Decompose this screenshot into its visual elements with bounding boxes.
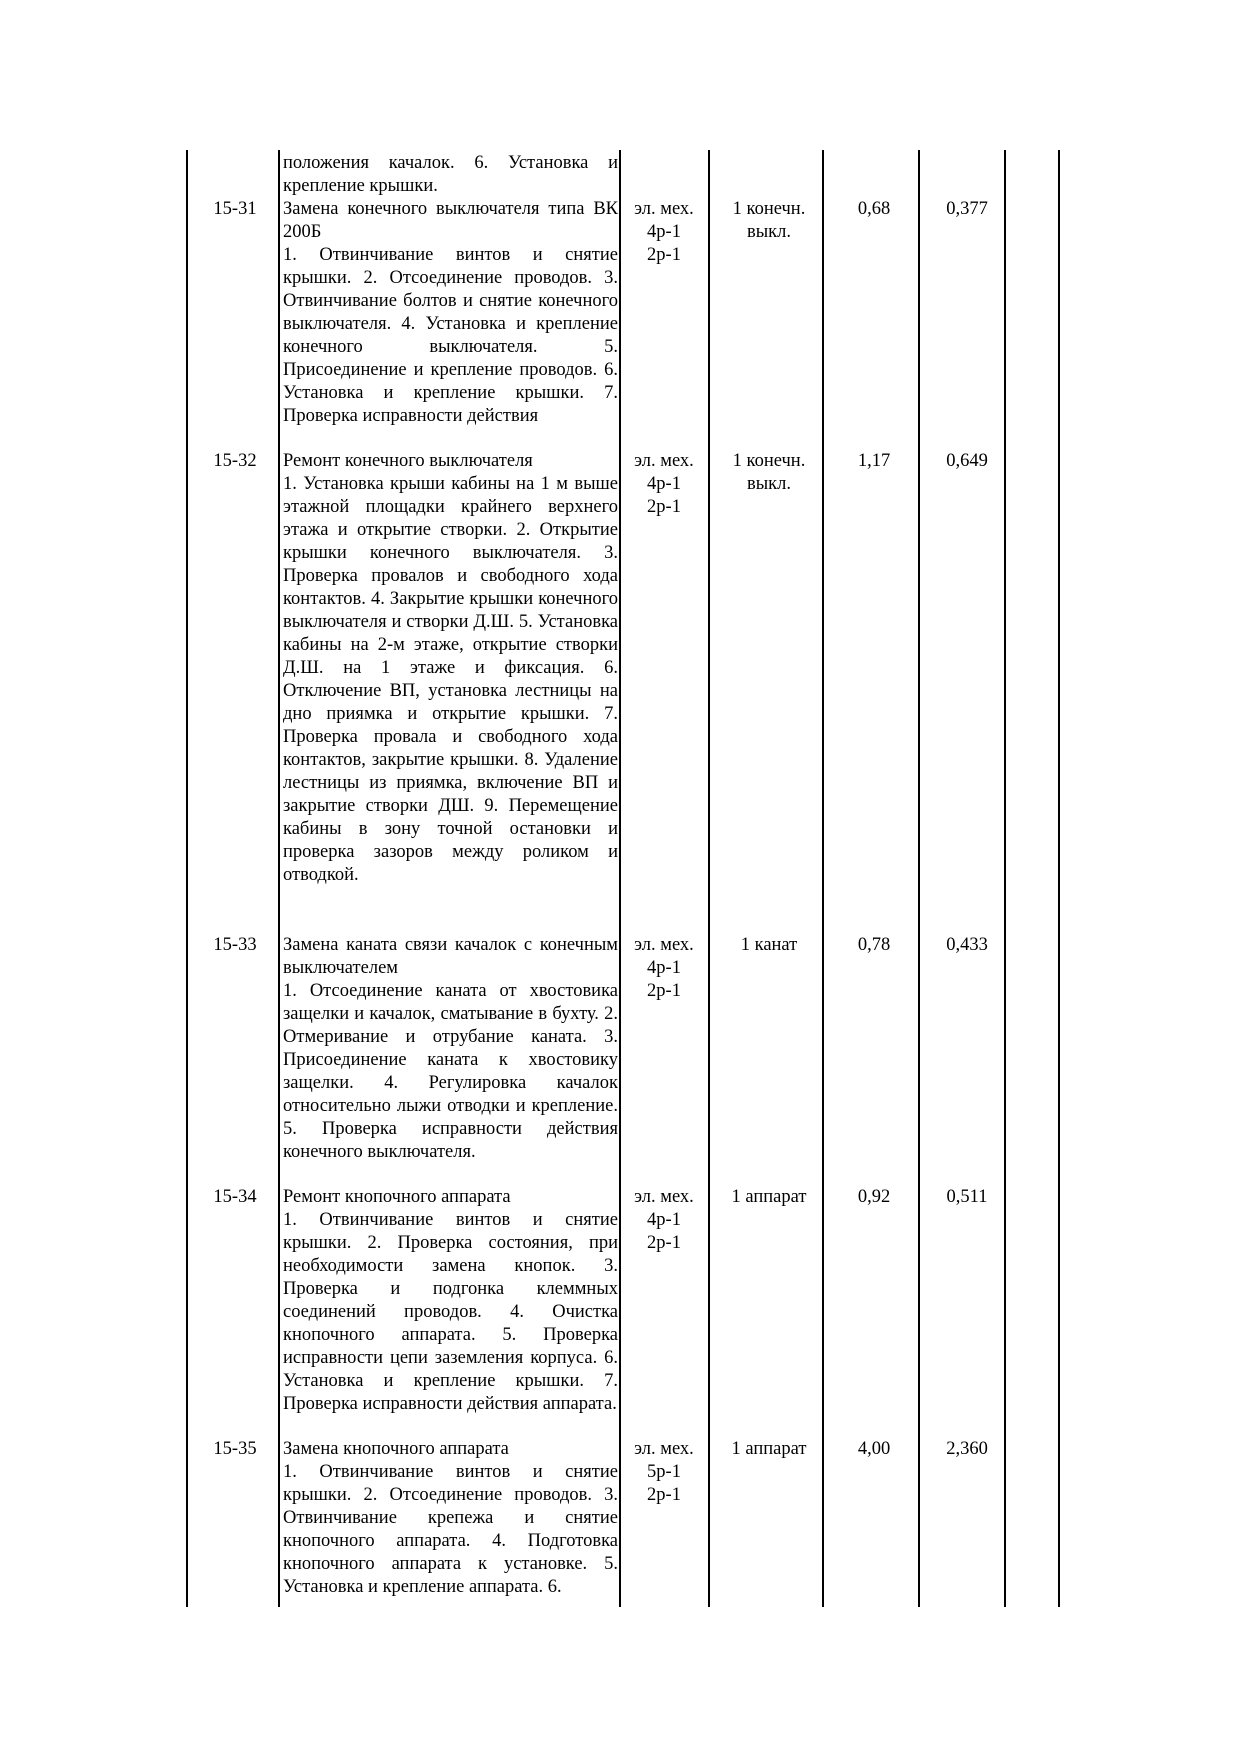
row-description: [283, 1186, 618, 1416]
row-unit: 1 конечн. выкл.: [732, 199, 806, 242]
row-title: Замена каната связи качалок с конечным выключателем: [283, 935, 618, 978]
row-code: 15-35: [213, 1439, 257, 1459]
row-steps: 1. Отвинчивание винтов и снятие крышки. 2. Отсоединение проводов. 3. Отвинчивание крепежа и снятие кнопочного аппарата. 4. Подготовка кнопочного аппарата к установке. 5. Установка и крепление аппарата. 6.: [283, 1462, 618, 1597]
row-title: Замена кнопочного аппарата: [283, 1439, 509, 1459]
row-steps: 1. Отсоединение каната от хвостовика защелки и качалок, сматывание в бухту. 2. Отмеривание и отрубание каната. 3. Присоединение каната к хвостовику защелки. 4. Регулировка качалок относительно лыжи отводки и крепление. 5. Проверка исправности действия конечного выключателя.: [283, 981, 618, 1162]
row-code: 15-33: [213, 935, 257, 955]
row-steps: 1. Установка крыши кабины на 1 м выше этажной площадки крайнего верхнего этажа и открытие створки. 2. Открытие крышки конечного выключателя. 3. Проверка провалов и свободного хода контактов. 4. Закрытие крышки конечного выключателя и створки Д.Ш. 5. Установка кабины на 2-м этаже, открытие створки Д.Ш. на 1 этаже и фиксация. 6. Отключение ВП, установка лестницы на дно приямка и открытие крышки. 7. Проверка провала и свободного хода контактов, закрытие крышки. 8. Удаление лестницы из приямка, включение ВП и закрытие створки ДШ. 9. Перемещение кабины в зону точной остановки и проверка зазоров между роликом и отводкой.: [283, 474, 618, 885]
row-norm: 4,00: [857, 1439, 891, 1459]
row-crew: эл. мех. 4р-1 2р-1: [634, 1187, 694, 1253]
table-border-right: [1058, 150, 1060, 1607]
row-steps: 1. Отвинчивание винтов и снятие крышки. 2. Проверка состояния, при необходимости замена кнопок. 3. Проверка и подгонка клеммных соединений проводов. 4. Очистка кнопочного аппарата. 5. Проверка исправности цепи заземления корпуса. 6. Установка и крепление крышки. 7. Проверка исправности действия аппарата.: [283, 1210, 618, 1414]
row-description: [283, 1438, 618, 1599]
row-code: 15-32: [213, 451, 257, 471]
row-title: Замена конечного выключателя типа ВК 200Б: [283, 199, 618, 242]
row-norm: 0,92: [857, 1187, 891, 1207]
row-unit: 1 канат: [740, 935, 798, 955]
table-border-left: [186, 150, 188, 1607]
table-divider-norm: [918, 150, 920, 1607]
row-crew: эл. мех. 4р-1 2р-1: [634, 199, 694, 265]
row-unit: 1 аппарат: [731, 1439, 807, 1459]
table-divider-unit: [822, 150, 824, 1607]
row-description: [283, 198, 618, 428]
row-crew: эл. мех. 4р-1 2р-1: [634, 935, 694, 1001]
row-steps: 1. Отвинчивание винтов и снятие крышки. 2. Отсоединение проводов. 3. Отвинчивание болтов и снятие конечного выключателя. 4. Установка и крепление конечного выключателя. 5. Присоединение и крепление проводов. 6. Установка и крепление крышки. 7. Проверка исправности действия: [283, 245, 618, 426]
row-code: 15-31: [213, 199, 257, 219]
row-title: Ремонт кнопочного аппарата: [283, 1187, 511, 1207]
row-norm: 1,17: [857, 451, 891, 471]
row-rate: 0,511: [946, 1187, 988, 1207]
row-crew: эл. мех. 4р-1 2р-1: [634, 451, 694, 517]
row-unit: 1 аппарат: [731, 1187, 807, 1207]
row-title: Ремонт конечного выключателя: [283, 451, 533, 471]
table-divider-desc: [619, 150, 621, 1607]
row-norm: 0,78: [857, 935, 891, 955]
row-norm: 0,68: [857, 199, 891, 219]
row-crew: эл. мех. 5р-1 2р-1: [634, 1439, 694, 1505]
row-unit: 1 конечн. выкл.: [732, 451, 806, 494]
table-divider-code: [278, 150, 280, 1607]
table-divider-crew: [708, 150, 710, 1607]
row-description: [283, 934, 618, 1164]
row-rate: 0,433: [946, 935, 988, 955]
continuation-text: положения качалок. 6. Установка и крепление крышки.: [283, 153, 618, 196]
row-rate: 0,377: [946, 199, 988, 219]
row-rate: 2,360: [946, 1439, 988, 1459]
row-rate: 0,649: [946, 451, 988, 471]
table-divider-rate: [1004, 150, 1006, 1607]
row-code: 15-34: [213, 1187, 257, 1207]
row-description: [283, 450, 618, 887]
